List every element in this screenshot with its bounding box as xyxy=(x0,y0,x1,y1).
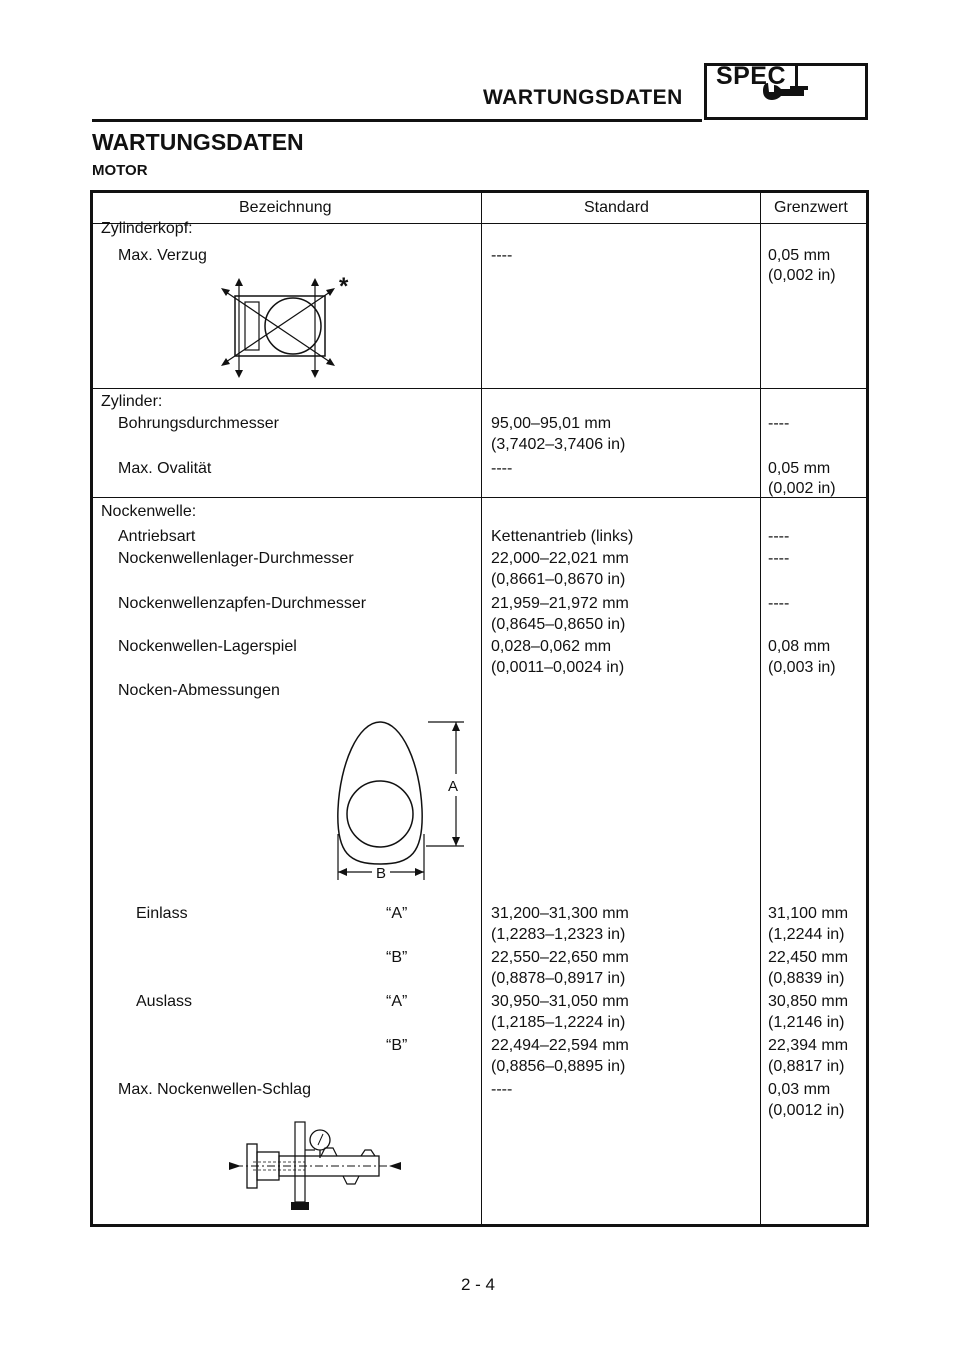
spec-tag: “A” xyxy=(386,993,408,1010)
spec-standard-in: (1,2185–1,2224 in) xyxy=(491,1014,626,1031)
spec-standard-in: (3,7402–3,7406 in) xyxy=(491,436,626,453)
spec-label: Auslass xyxy=(136,993,193,1010)
cam-lobe-figure xyxy=(320,714,480,884)
spec-limit: ---- xyxy=(768,415,790,432)
spec-limit-mm: 31,100 mm xyxy=(768,905,849,922)
spec-limit-mm: 0,05 mm xyxy=(768,247,831,264)
spec-standard: ---- xyxy=(491,460,513,477)
spec-standard-mm: 22,550–22,650 mm xyxy=(491,949,629,966)
row-divider xyxy=(93,497,866,498)
header-title: WARTUNGSDATEN xyxy=(483,86,683,109)
spec-limit: ---- xyxy=(768,595,790,612)
spec-standard-in: (0,8856–0,8895 in) xyxy=(491,1058,626,1075)
spec-standard-in: (0,0011–0,0024 in) xyxy=(491,659,625,676)
spec-standard-in: (0,8645–0,8650 in) xyxy=(491,616,626,633)
page-title: WARTUNGSDATEN xyxy=(92,129,304,155)
spec-table xyxy=(90,190,869,1227)
spec-limit: ---- xyxy=(768,528,790,545)
spec-label: Antriebsart xyxy=(118,528,196,545)
spec-standard-mm: 0,028–0,062 mm xyxy=(491,638,612,655)
header-rule xyxy=(92,119,702,122)
row-divider xyxy=(93,223,866,224)
spec-standard-mm: 22,000–22,021 mm xyxy=(491,550,629,567)
page-number: 2 - 4 xyxy=(461,1275,496,1294)
group-label: Zylinder: xyxy=(101,393,163,410)
column-divider xyxy=(481,193,482,1224)
spec-limit-in: (0,002 in) xyxy=(768,267,836,284)
spec-limit-in: (1,2244 in) xyxy=(768,926,845,943)
spec-standard-in: (0,8661–0,8670 in) xyxy=(491,571,626,588)
spec-limit-mm: 30,850 mm xyxy=(768,993,849,1010)
spec-limit-mm: 22,450 mm xyxy=(768,949,849,966)
spec-limit-in: (0,8839 in) xyxy=(768,970,845,987)
row-divider xyxy=(93,388,866,389)
spec-label: Nockenwellenlager-Durchmesser xyxy=(118,550,354,567)
spec-limit-mm: 22,394 mm xyxy=(768,1037,849,1054)
column-header-standard: Standard xyxy=(584,199,649,216)
spec-label: Bohrungsdurchmesser xyxy=(118,415,279,432)
spec-label: Nockenwellen-Lagerspiel xyxy=(118,638,297,655)
spec-tag: “B” xyxy=(386,1037,408,1054)
group-label: Nockenwelle: xyxy=(101,503,197,520)
spec-standard: ---- xyxy=(491,1081,513,1098)
dimension-label-b: B xyxy=(376,865,387,882)
spec-standard-mm: 31,200–31,300 mm xyxy=(491,905,629,922)
spec-standard-mm: 95,00–95,01 mm xyxy=(491,415,612,432)
spec-limit: ---- xyxy=(768,550,790,567)
column-header-bezeichnung: Bezeichnung xyxy=(239,199,332,216)
spec-standard: ---- xyxy=(491,247,513,264)
column-header-grenzwert: Grenzwert xyxy=(774,199,848,216)
spec-label: Max. Ovalität xyxy=(118,460,212,477)
spec-limit-mm: 0,08 mm xyxy=(768,638,831,655)
spec-limit-in: (0,002 in) xyxy=(768,480,836,497)
spec-label: Max. Nockenwellen-Schlag xyxy=(118,1081,311,1098)
spec-badge-label: SPEC xyxy=(707,66,798,87)
spec-limit-mm: 0,03 mm xyxy=(768,1081,831,1098)
spec-standard-mm: 22,494–22,594 mm xyxy=(491,1037,629,1054)
spec-limit-in: (0,003 in) xyxy=(768,659,836,676)
spec-standard-in: (1,2283–1,2323 in) xyxy=(491,926,626,943)
group-label: Zylinderkopf: xyxy=(101,220,193,237)
cylinder-head-warpage-figure xyxy=(215,272,375,382)
column-divider xyxy=(760,193,761,1224)
section-title: MOTOR xyxy=(92,162,148,179)
spec-label: Einlass xyxy=(136,905,188,922)
spec-label: Nockenwellenzapfen-Durchmesser xyxy=(118,595,367,612)
spec-standard: Kettenantrieb (links) xyxy=(491,528,634,545)
spec-limit-in: (0,0012 in) xyxy=(768,1102,845,1119)
spec-label: Nocken-Abmessungen xyxy=(118,682,280,699)
camshaft-runout-figure xyxy=(225,1118,405,1218)
spec-limit-in: (1,2146 in) xyxy=(768,1014,845,1031)
spec-label: Max. Verzug xyxy=(118,247,207,264)
spec-tag: “A” xyxy=(386,905,408,922)
svg-text:*: * xyxy=(339,273,349,300)
spec-tag: “B” xyxy=(386,949,408,966)
spec-limit-mm: 0,05 mm xyxy=(768,460,831,477)
spec-standard-mm: 30,950–31,050 mm xyxy=(491,993,629,1010)
spec-badge xyxy=(704,63,868,120)
dimension-label-a: A xyxy=(448,778,459,795)
spec-standard-in: (0,8878–0,8917 in) xyxy=(491,970,626,987)
spec-limit-in: (0,8817 in) xyxy=(768,1058,845,1075)
spec-standard-mm: 21,959–21,972 mm xyxy=(491,595,629,612)
